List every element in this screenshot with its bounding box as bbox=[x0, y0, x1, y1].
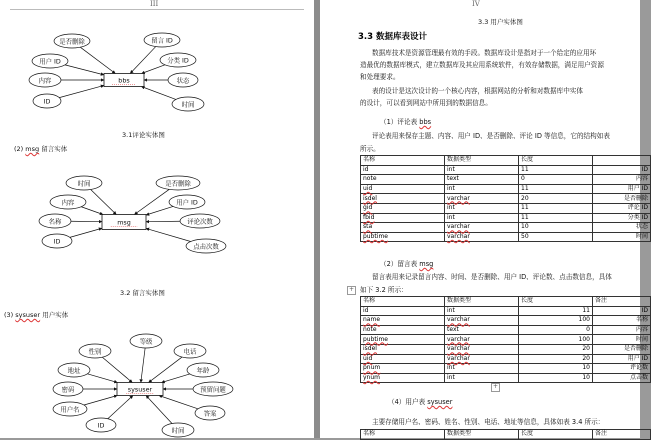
table-cell: isdel bbox=[361, 344, 445, 354]
table-cell: 内容 bbox=[593, 325, 651, 335]
table-row bbox=[361, 364, 651, 374]
table-cell: note bbox=[361, 175, 445, 185]
table-row bbox=[361, 373, 651, 383]
page-numeral: IV bbox=[472, 0, 480, 8]
header-cell: 长度 bbox=[519, 430, 593, 440]
er-attribute-label: 评论次数 bbox=[187, 216, 213, 225]
er-connector bbox=[149, 357, 182, 382]
section-msg-heading bbox=[14, 144, 67, 153]
er-attribute-label: 是否删除 bbox=[165, 178, 191, 187]
paragraph-line: 造最优的数据库模式，建立数据库及其应用系统软件，有效存储数据，满足用户资源 bbox=[360, 59, 604, 69]
section-sysuser-heading bbox=[4, 310, 68, 319]
er-connector bbox=[162, 374, 190, 383]
table-cell: 11 bbox=[519, 203, 593, 213]
er-attribute-label: 电话 bbox=[184, 346, 197, 355]
table-cell: 是否删除 bbox=[593, 344, 651, 354]
table4-desc: 主要存储用户名、密码、姓名、性别、电话、地址等信息，具体如表 3.4 所示： bbox=[372, 416, 604, 426]
table-sysuser bbox=[360, 429, 651, 440]
table-row bbox=[361, 335, 651, 345]
er-attribute-label: 名称 bbox=[49, 216, 62, 225]
table-cell: int bbox=[445, 364, 519, 374]
er-connector bbox=[102, 357, 132, 382]
header-cell: 长度 bbox=[519, 156, 593, 166]
table-row bbox=[361, 325, 651, 335]
er-connector bbox=[70, 228, 102, 237]
table-cell: varchar bbox=[445, 344, 519, 354]
table-cell: 10 bbox=[519, 373, 593, 383]
er-entity-label: sysuser bbox=[128, 385, 153, 393]
table-row bbox=[361, 203, 651, 213]
table-row bbox=[361, 316, 651, 326]
er-attribute-label: 是否删除 bbox=[59, 36, 85, 45]
er-attribute-label: ID bbox=[54, 237, 61, 245]
table-row bbox=[361, 232, 651, 242]
table-cell: 名称 bbox=[593, 316, 651, 326]
section-text: 用户实体 bbox=[42, 311, 68, 319]
table-cell: ID bbox=[593, 165, 651, 175]
header-cell: 备注 bbox=[593, 430, 651, 440]
table-cell: 评论 ID bbox=[593, 203, 651, 213]
er-connector bbox=[59, 85, 104, 97]
table-cell: 分类 ID bbox=[593, 213, 651, 223]
header-cell: 名称 bbox=[361, 430, 445, 440]
table-cell: 20 bbox=[519, 354, 593, 364]
er-attribute-label: 时间 bbox=[182, 99, 195, 108]
table-row bbox=[361, 306, 651, 316]
page-numeral: III bbox=[150, 0, 158, 8]
er-diagrams bbox=[0, 0, 314, 438]
er-connector bbox=[141, 87, 176, 100]
er-connector bbox=[84, 396, 117, 406]
table-cell: gid bbox=[361, 203, 445, 213]
header-cell: 名称 bbox=[361, 297, 445, 307]
er-attribute-label: 状态 bbox=[177, 75, 190, 84]
table2-heading: （2）留言表 msg bbox=[380, 258, 433, 268]
table-cell: 11 bbox=[519, 184, 593, 194]
table-cell: varchar bbox=[445, 194, 519, 204]
table-cell: text bbox=[445, 175, 519, 185]
table-cell: 10 bbox=[519, 223, 593, 233]
er-attribute-label: ID bbox=[44, 97, 51, 105]
table2-desc: 如下 3.2 所示： bbox=[360, 284, 408, 294]
er-attribute-label: 用户 ID bbox=[39, 56, 61, 65]
table4-heading: （4）用户表 sysuser bbox=[388, 396, 452, 406]
header-cell: 长度 bbox=[519, 297, 593, 307]
table-cell: note bbox=[361, 325, 445, 335]
table-cell: name bbox=[361, 316, 445, 326]
table-cell: varchar bbox=[445, 316, 519, 326]
er-attribute-label: 等级 bbox=[140, 336, 153, 345]
table-cell: isdel bbox=[361, 194, 445, 204]
table-cell: varchar bbox=[445, 354, 519, 364]
er-connector bbox=[159, 396, 198, 409]
er-attribute-label: 内容 bbox=[39, 75, 52, 84]
paragraph-line: 表的设计是这次设计的一个核心内容，根据网站的分析和对数据库中实体 bbox=[372, 85, 583, 95]
section-title: 3.3 数据库表设计 bbox=[358, 30, 427, 42]
table-cell: 时间 bbox=[593, 335, 651, 345]
table-cell: 10 bbox=[519, 364, 593, 374]
table-cell: varchar bbox=[445, 223, 519, 233]
table-row bbox=[361, 213, 651, 223]
table-row bbox=[361, 165, 651, 175]
er-attribute-label: 年龄 bbox=[197, 365, 210, 374]
table-cell: fbid bbox=[361, 213, 445, 223]
section-entity-name: sysuser bbox=[15, 311, 40, 319]
header-cell: 名称 bbox=[361, 156, 445, 166]
header-cell: 数据类型 bbox=[445, 156, 519, 166]
er-attribute-label: 时间 bbox=[78, 178, 91, 187]
table-cell: 内容 bbox=[593, 175, 651, 185]
table-header-row bbox=[361, 156, 651, 166]
table-cell: 11 bbox=[519, 306, 593, 316]
table-move-handle[interactable]: + bbox=[347, 286, 356, 295]
table-cell: 100 bbox=[519, 316, 593, 326]
table-cell: pubtime bbox=[361, 335, 445, 345]
er-attribute-label: 用户名 bbox=[60, 404, 79, 413]
er-attribute-label: 点击次数 bbox=[193, 241, 219, 250]
table-cell: 时间 bbox=[593, 232, 651, 242]
er-connector bbox=[146, 228, 191, 241]
table-row bbox=[361, 194, 651, 204]
table-cell: 用户 ID bbox=[593, 184, 651, 194]
table1-desc: 所示。 bbox=[360, 143, 380, 153]
table-cell: 0 bbox=[519, 325, 593, 335]
er-attribute-label: 内容 bbox=[62, 197, 75, 206]
er-connector bbox=[146, 206, 173, 215]
table2-desc: 留言表用来记录留言内容、时间、是否删除、用户 ID、评论数、点击数信息，具体 bbox=[372, 271, 612, 281]
table-header-row bbox=[361, 430, 651, 440]
er-connector bbox=[91, 190, 117, 215]
table-cell: 点击数 bbox=[593, 373, 651, 383]
document-page-left[interactable] bbox=[0, 0, 314, 438]
fig2-caption: 3.2 留言实体图 bbox=[120, 288, 165, 297]
paragraph-line: 的设计，可以看到网站中所用到的数据信息。 bbox=[360, 97, 492, 107]
table-cell: 是否删除 bbox=[593, 194, 651, 204]
table-row bbox=[361, 344, 651, 354]
table-cell: ynum bbox=[361, 373, 445, 383]
add-row-button[interactable]: + bbox=[491, 383, 500, 392]
table-cell: int bbox=[445, 306, 519, 316]
er-attribute-label: 预留问题 bbox=[200, 384, 226, 393]
er-attribute-label: 用户 ID bbox=[176, 197, 198, 206]
table-row bbox=[361, 184, 651, 194]
section-entity-name: msg bbox=[25, 145, 39, 153]
er-connector bbox=[142, 65, 165, 74]
table-cell: int bbox=[445, 184, 519, 194]
er-diagram-msg bbox=[39, 176, 226, 253]
er-connector bbox=[65, 65, 104, 75]
table-row bbox=[361, 354, 651, 364]
er-attribute-label: 时间 bbox=[172, 425, 185, 434]
table-cell: 20 bbox=[519, 194, 593, 204]
header-cell: 备注 bbox=[593, 297, 651, 307]
document-page-right[interactable] bbox=[320, 0, 640, 438]
header-cell: 数据类型 bbox=[445, 297, 519, 307]
table-cell: 状态 bbox=[593, 223, 651, 233]
table-cell: sta bbox=[361, 223, 445, 233]
table-bbs bbox=[360, 155, 651, 242]
table-cell: varchar bbox=[445, 232, 519, 242]
table-cell: text bbox=[445, 325, 519, 335]
er-entity-label: msg bbox=[117, 218, 131, 226]
table1-desc: 评论表用来保存主题、内容、用户 ID、是否删除、评论 ID 等信息，它的结构如表 bbox=[372, 130, 610, 140]
table-cell: 评论数 bbox=[593, 364, 651, 374]
er-connector bbox=[81, 207, 103, 215]
er-connector bbox=[87, 374, 117, 383]
er-diagram-bbs bbox=[29, 33, 204, 111]
table-cell: 50 bbox=[519, 232, 593, 242]
table-cell: pubtime bbox=[361, 232, 445, 242]
table-cell: 100 bbox=[519, 335, 593, 345]
table-cell: id bbox=[361, 306, 445, 316]
table-cell: int bbox=[445, 213, 519, 223]
table-cell: 0 bbox=[519, 175, 593, 185]
table-cell: varchar bbox=[445, 335, 519, 345]
table-cell: 11 bbox=[519, 165, 593, 175]
section-label: (2) bbox=[14, 145, 23, 153]
table-row bbox=[361, 175, 651, 185]
er-diagram-sysuser bbox=[53, 334, 233, 437]
er-attribute-label: 性别 bbox=[89, 346, 102, 355]
table-cell: uid bbox=[361, 184, 445, 194]
er-connector bbox=[80, 47, 115, 73]
running-header: 3.3 用户实体图 bbox=[478, 17, 523, 26]
header-cell bbox=[593, 156, 651, 166]
table-cell: int bbox=[445, 373, 519, 383]
er-entity-label: bbs bbox=[118, 76, 130, 84]
table-cell: 11 bbox=[519, 213, 593, 223]
header-cell: 数据类型 bbox=[445, 430, 519, 440]
table-cell: int bbox=[445, 165, 519, 175]
er-attribute-label: 答案 bbox=[204, 408, 217, 417]
er-attribute-label: 分类 ID bbox=[167, 55, 189, 64]
table-msg bbox=[360, 296, 651, 383]
table-row bbox=[361, 223, 651, 233]
er-connector bbox=[141, 348, 145, 383]
paragraph-line: 和处理要求。 bbox=[360, 71, 400, 81]
table1-heading: （1）评论表 bbs bbox=[380, 116, 431, 126]
er-attribute-label: 密码 bbox=[62, 384, 75, 393]
er-connector bbox=[146, 396, 172, 424]
table-cell: id bbox=[361, 165, 445, 175]
er-connector bbox=[108, 396, 133, 419]
table-cell: ID bbox=[593, 306, 651, 316]
fig1-caption: 3.1评论实体图 bbox=[122, 130, 165, 139]
paragraph-line: 数据库技术是资源管理最有效的手段。数据库设计是指对于一个给定的应用环 bbox=[372, 47, 596, 57]
er-attribute-label: 留言 ID bbox=[151, 35, 173, 44]
table-cell: int bbox=[445, 203, 519, 213]
table-cell: uid bbox=[361, 354, 445, 364]
table-cell: 20 bbox=[519, 344, 593, 354]
table-header-row bbox=[361, 297, 651, 307]
er-attribute-label: ID bbox=[98, 421, 105, 429]
er-connector bbox=[134, 189, 169, 214]
section-label: (3) bbox=[4, 311, 13, 319]
er-attribute-label: 地址 bbox=[68, 365, 81, 374]
table-cell: 用户 ID bbox=[593, 354, 651, 364]
section-text: 留言实体 bbox=[41, 145, 67, 153]
table-cell: pnum bbox=[361, 364, 445, 374]
